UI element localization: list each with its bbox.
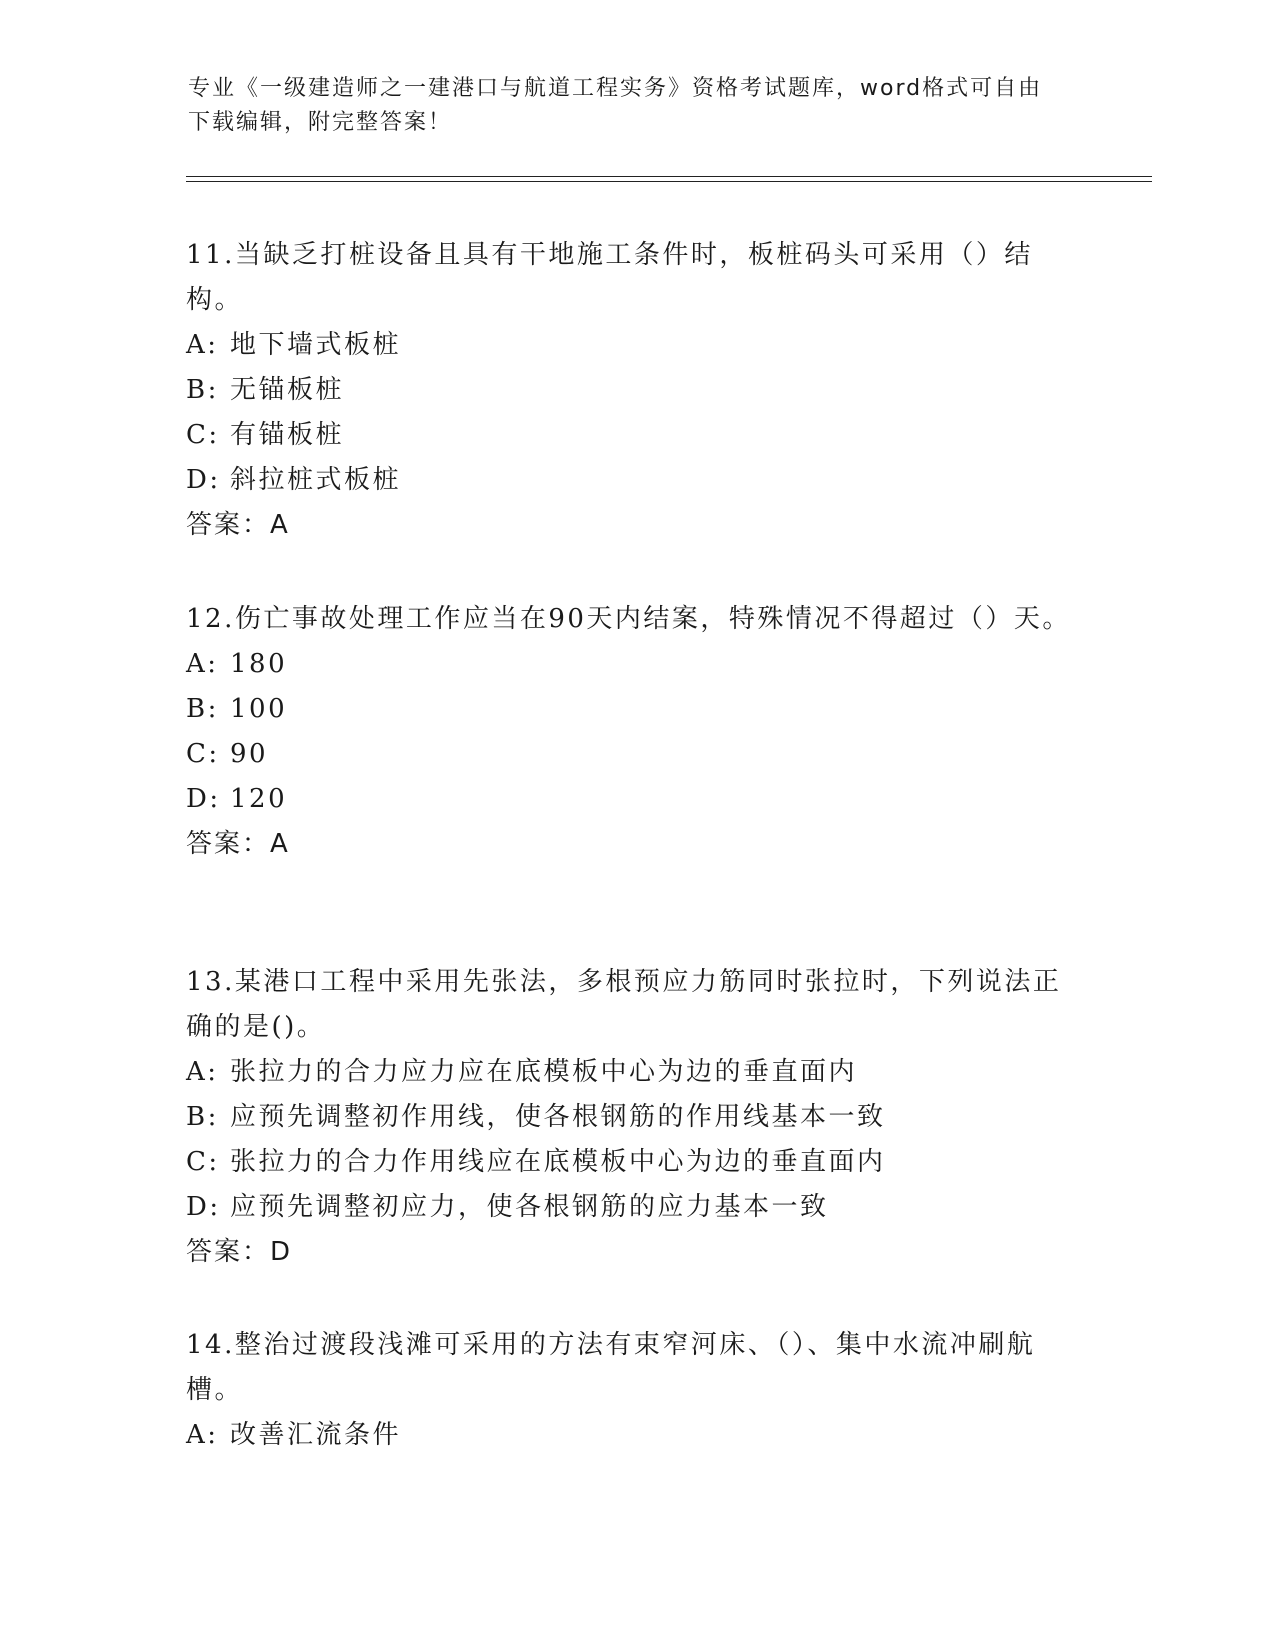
option-letter: B: — [186, 375, 219, 405]
option-a — [186, 642, 1086, 687]
option-d — [186, 458, 1086, 503]
option-letter: D: — [186, 1192, 221, 1222]
question-12 — [186, 597, 1086, 867]
option-text: 改善汇流条件 — [230, 1420, 402, 1450]
option-letter: A: — [186, 1420, 219, 1450]
header-divider-bottom — [186, 181, 1152, 182]
question-stem: 12.伤亡事故处理工作应当在90天内结案，特殊情况不得超过（）天。 — [186, 604, 1071, 634]
document-header — [188, 72, 1088, 140]
option-d — [186, 1185, 1086, 1230]
header-divider-top — [186, 176, 1152, 177]
option-c — [186, 1140, 1086, 1185]
option-letter: B: — [186, 694, 219, 724]
answer-line: 答案：D — [186, 1237, 293, 1267]
question-11 — [186, 233, 1086, 548]
option-letter: A: — [186, 649, 219, 679]
question-stem: 14.整治过渡段浅滩可采用的方法有束窄河床、（）、集中水流冲刷航槽。 — [186, 1330, 1036, 1405]
option-a — [186, 1413, 1086, 1458]
option-letter: C: — [186, 739, 220, 769]
question-stem: 13.某港口工程中采用先张法，多根预应力筋同时张拉时，下列说法正确的是()。 — [186, 967, 1062, 1042]
option-text: 120 — [230, 784, 288, 814]
option-text: 90 — [230, 739, 269, 769]
option-letter: A: — [186, 1057, 219, 1087]
option-a — [186, 323, 1086, 368]
option-text: 应预先调整初作用线，使各根钢筋的作用线基本一致 — [230, 1102, 886, 1132]
question-14 — [186, 1323, 1086, 1458]
answer-line: 答案：A — [186, 829, 290, 859]
option-d — [186, 777, 1086, 822]
answer-line: 答案：A — [186, 510, 290, 540]
question-13 — [186, 960, 1086, 1275]
option-text: 张拉力的合力作用线应在底模板中心为边的垂直面内 — [230, 1147, 886, 1177]
option-letter: D: — [186, 784, 221, 814]
option-b — [186, 368, 1086, 413]
option-text: 有锚板桩 — [230, 420, 345, 450]
option-text: 180 — [230, 649, 288, 679]
header-line-1: 专业《一级建造师之一建港口与航道工程实务》资格考试题库，word格式可自由 — [188, 76, 1043, 101]
question-stem: 11.当缺乏打桩设备且具有干地施工条件时，板桩码头可采用（）结构。 — [186, 240, 1033, 315]
option-letter: D: — [186, 465, 221, 495]
option-text: 斜拉桩式板桩 — [230, 465, 402, 495]
option-text: 地下墙式板桩 — [230, 330, 402, 360]
option-letter: B: — [186, 1102, 219, 1132]
header-line-2: 下载编辑，附完整答案！ — [188, 110, 453, 135]
option-c — [186, 732, 1086, 777]
option-c — [186, 413, 1086, 458]
option-text: 100 — [230, 694, 288, 724]
option-b — [186, 1095, 1086, 1140]
option-letter: C: — [186, 1147, 220, 1177]
option-b — [186, 687, 1086, 732]
option-text: 张拉力的合力应力应在底模板中心为边的垂直面内 — [230, 1057, 858, 1087]
option-a — [186, 1050, 1086, 1095]
option-text: 无锚板桩 — [230, 375, 345, 405]
option-letter: C: — [186, 420, 220, 450]
option-text: 应预先调整初应力，使各根钢筋的应力基本一致 — [230, 1192, 829, 1222]
option-letter: A: — [186, 330, 219, 360]
